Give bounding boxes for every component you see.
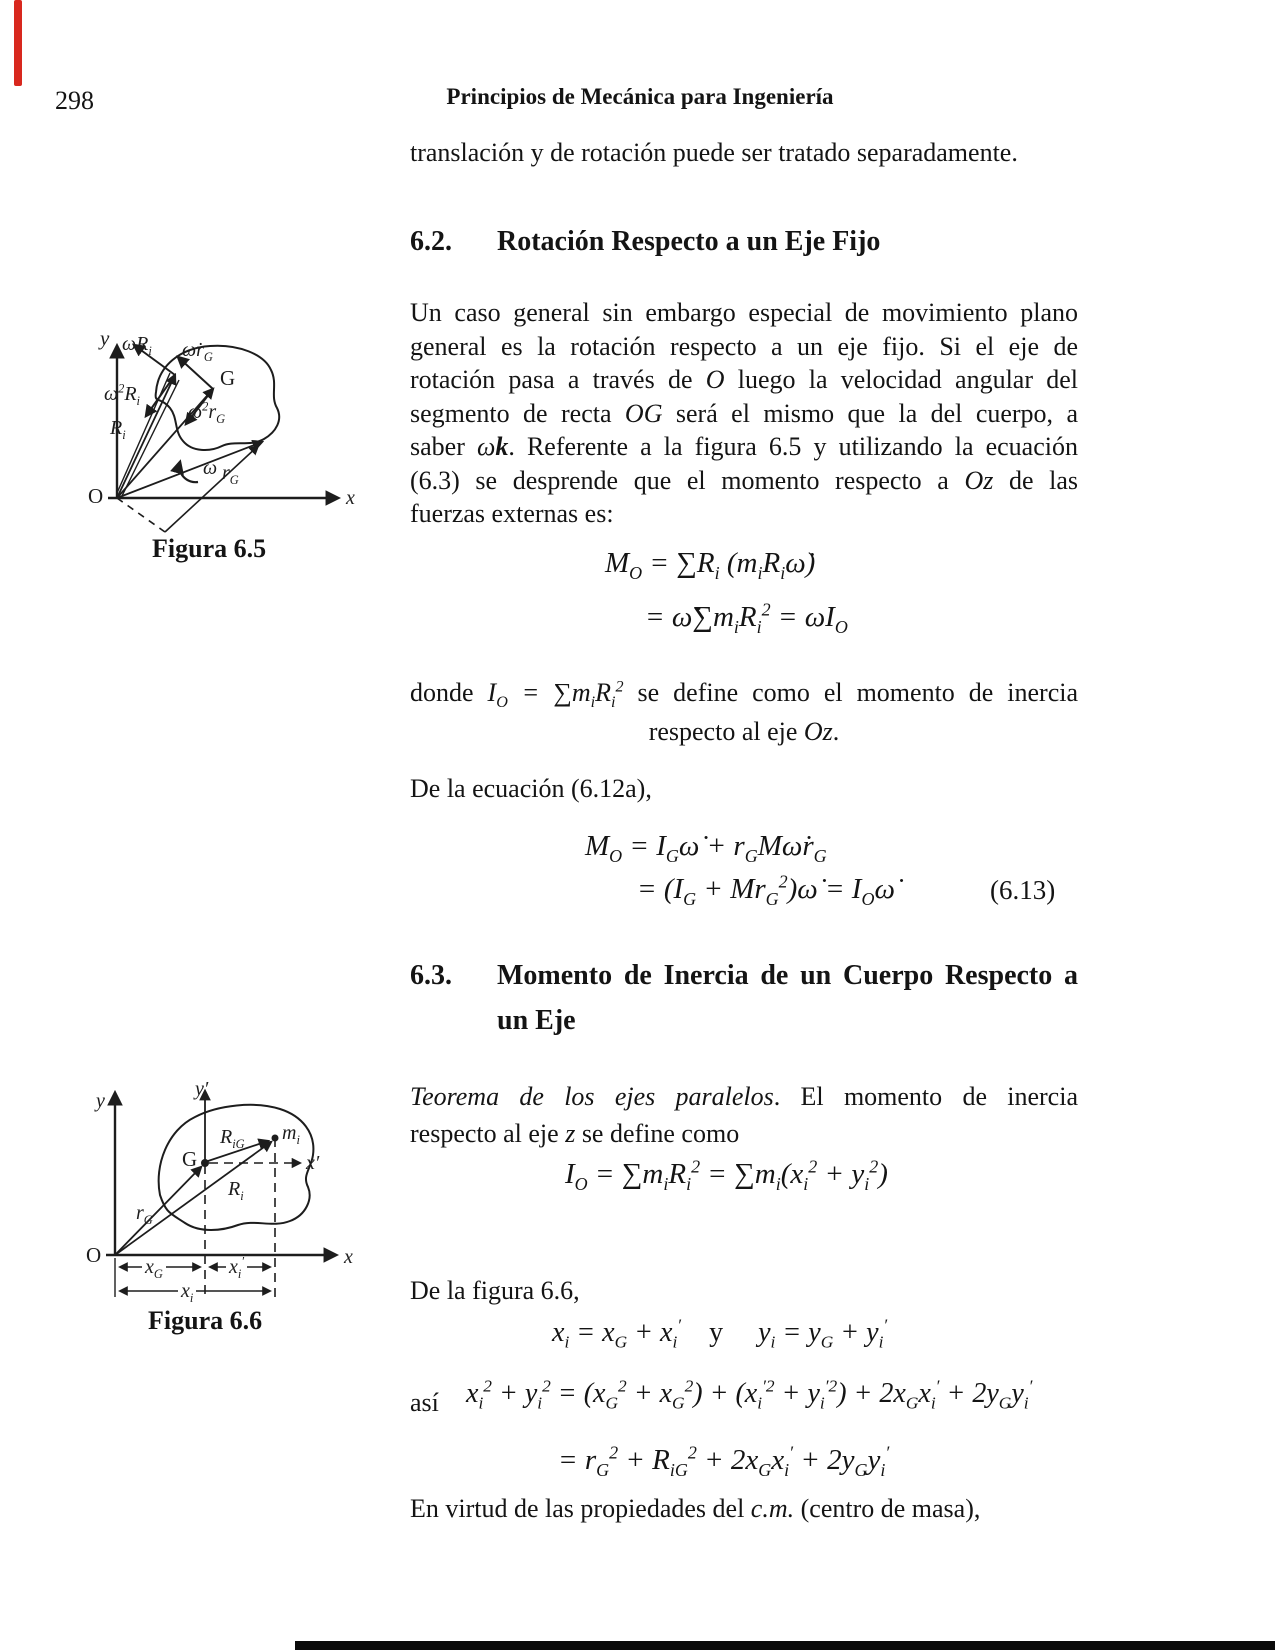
figure-6-6-caption: Figura 6.6 bbox=[148, 1306, 263, 1335]
section-6-2-title: Rotación Respecto a un Eje Fijo bbox=[497, 226, 881, 257]
fig66-mi-label: $m_i$ bbox=[282, 1122, 300, 1147]
paragraph-line: Un caso general sin embargo especial de movimiento plano bbox=[410, 298, 1078, 327]
equation-rg: = $r_G^2 + R_{iG}^2 + 2x_Gx_i' + 2y_Gy_i'$ bbox=[558, 1442, 890, 1480]
figure-6-5 bbox=[70, 300, 380, 550]
fig66-dim-xi-prime-label: $x_i'$ bbox=[226, 1257, 247, 1277]
section-6-3-title-line1: Momento de Inercia de un Cuerpo Respecto a bbox=[497, 960, 1078, 991]
figure-6-6 bbox=[70, 1075, 390, 1345]
fig66-dim-xi-label: $x_i$ bbox=[178, 1281, 196, 1301]
figure-6-5-caption: Figura 6.5 bbox=[152, 534, 267, 563]
equation-mo-line1: $M_O = \sum R_i$ $(m_iR_i\omegȧ)$ bbox=[605, 547, 816, 583]
equation-xy: $x_i = x_G + x_i'$ y $y_i = y_G + y_i'$ bbox=[552, 1315, 888, 1352]
fig65-omega-sq-ri-label: $\omega^2R_i$ bbox=[104, 381, 140, 408]
page-number: 298 bbox=[55, 86, 94, 115]
fig65-x-axis-label: x bbox=[346, 487, 355, 509]
fig66-dim-xg-label: $x_G$ bbox=[142, 1257, 166, 1277]
paragraph-line: rotación pasa a través de O luego la velocidad angular del bbox=[410, 365, 1078, 394]
paragraph-line: Teorema de los ejes paralelos. El momento de inercia bbox=[410, 1082, 1078, 1111]
equation-613-line2: = ($I_G$ + $Mr_G^2)\omegȧ$ = $I_O\omegȧ$ bbox=[637, 871, 895, 909]
intro-line: translación y de rotación puede ser tratado separadamente. bbox=[410, 138, 1018, 167]
section-6-2-number: 6.2. bbox=[410, 226, 452, 257]
section-6-3-number: 6.3. bbox=[410, 960, 452, 991]
fig66-x-prime-label: x′ bbox=[306, 1152, 320, 1174]
de-la-ecuacion-line: De la ecuación (6.12a), bbox=[410, 774, 652, 803]
fig66-x-axis-label: x bbox=[344, 1246, 353, 1268]
fig65-origin-label: O bbox=[88, 484, 104, 508]
asi-label: así bbox=[410, 1388, 439, 1417]
fig66-origin-label: O bbox=[86, 1243, 102, 1267]
fig65-ri-label: $R_i$ bbox=[110, 417, 126, 442]
fig66-y-prime-label: y′ bbox=[195, 1078, 209, 1100]
equation-number-613: (6.13) bbox=[990, 875, 1056, 905]
equation-io: $I_O = \sum m_iR_i^2 = \sum m_i(x_i^2 + y_i^2)$ bbox=[565, 1156, 888, 1194]
equation-mo-line2: = $\omegȧ\sum m_iR_i^2$ = $\omegȧI_O$ bbox=[645, 599, 848, 637]
fig66-g-label: G bbox=[182, 1147, 198, 1171]
fig66-rig-label: $R_{iG}$ bbox=[220, 1126, 245, 1151]
paragraph-line: general es la rotación respecto a un eje fijo. Si el eje de bbox=[410, 331, 1078, 361]
fig65-omega-sq-rg-label: $\omega^2r_G$ bbox=[188, 399, 226, 426]
fig65-omega-dot-rg-label: $\omegȧr_G$ bbox=[182, 339, 213, 364]
fig65-y-axis-label: y bbox=[100, 326, 110, 350]
equation-asi: $x_i^2 + y_i^2 = (x_G^2 + x_G^2) + (x_i^{'2} + y_i^{'2}) + 2x_Gx_i' + 2y_Gy_i'$ bbox=[466, 1376, 1033, 1413]
fig66-rg-label: $r_G$ bbox=[136, 1202, 153, 1227]
red-pen-mark bbox=[14, 0, 22, 86]
fig66-ri-label: $R_i$ bbox=[228, 1178, 244, 1203]
section-6-2-paragraph bbox=[410, 296, 1078, 531]
closing-line: En virtud de las propiedades del c.m. (centro de masa), bbox=[410, 1494, 981, 1523]
paragraph-line: (6.3) se desprende que el momento respecto a Oz de las bbox=[410, 465, 1079, 495]
running-header: Principios de Mecánica para Ingeniería bbox=[446, 84, 834, 109]
paragraph-line: respecto al eje z se define como bbox=[410, 1119, 740, 1148]
section-6-3-paragraph bbox=[410, 1078, 1078, 1152]
figure-6-6-drawing bbox=[70, 1075, 390, 1345]
fig65-rg-label: $r_G$ bbox=[222, 462, 239, 487]
paragraph-line: fuerzas externas es: bbox=[410, 499, 614, 528]
fig65-omega-label: ω bbox=[203, 457, 218, 479]
de-la-figura-line: De la figura 6.6, bbox=[410, 1276, 580, 1305]
donde-line2: respecto al eje Oz. bbox=[648, 717, 840, 746]
paragraph-line: saber ωk. Referente a la figura 6.5 y utilizando la ecuación bbox=[410, 432, 1078, 461]
donde-line: donde $I_O = \sum m_iR_i^2$ se define como el momento de inercia bbox=[410, 678, 1079, 712]
fig65-g-label: G bbox=[220, 366, 236, 390]
paragraph-line: segmento de recta OG será el mismo que la del cuerpo, a bbox=[410, 398, 1079, 428]
fig65-omega-dot-ri-label: $\omegȧR_i$ bbox=[122, 333, 152, 358]
section-6-3-title-line2: un Eje bbox=[497, 1005, 576, 1036]
scan-edge-bar bbox=[295, 1641, 1275, 1650]
fig66-y-axis-label: y bbox=[96, 1090, 105, 1112]
equation-613-line1: $M_O$ = $I_G\omegȧ$ + $r_GM\omegȧr_G$ bbox=[585, 830, 827, 866]
